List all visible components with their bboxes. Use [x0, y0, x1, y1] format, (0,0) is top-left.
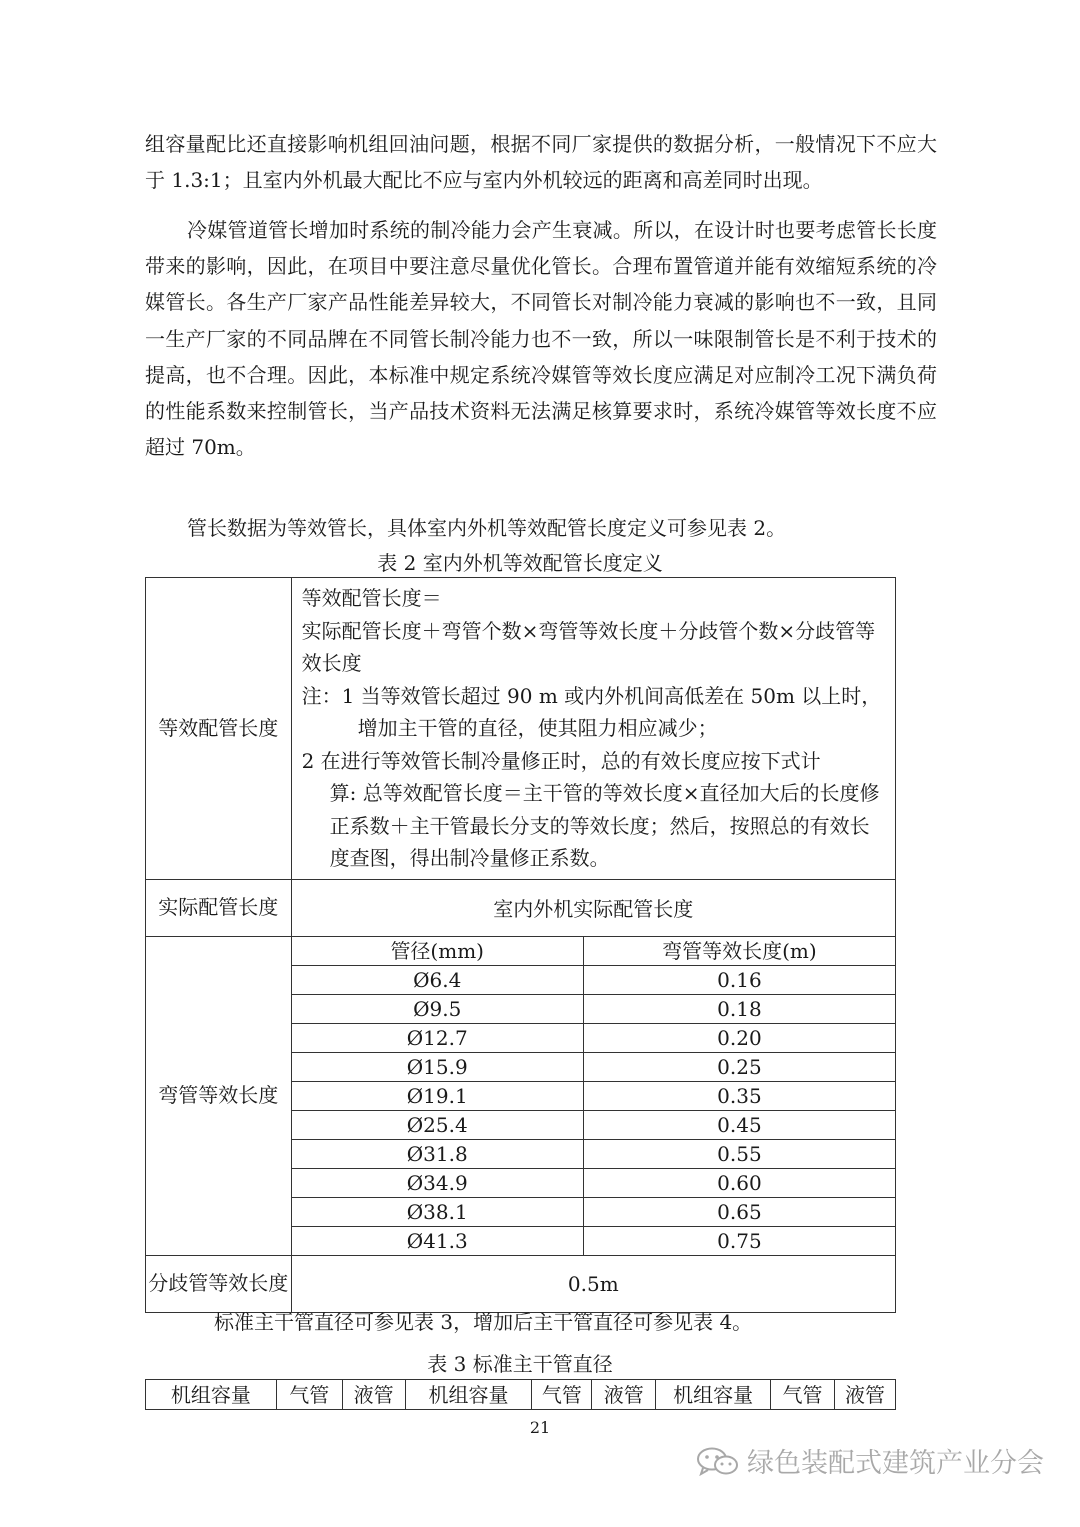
table3-header-cell: 气管: [276, 1380, 342, 1410]
table3-header-row: [146, 1380, 896, 1410]
page-number: 21: [529, 1418, 551, 1437]
watermark-text: 绿色装配式建筑产业分会: [747, 1448, 1044, 1479]
table3-header-cell: 机组容量: [146, 1380, 277, 1410]
table2-caption: 表 2 室内外机等效配管长度定义: [377, 551, 663, 575]
bend-length-cell: 0.60: [583, 1168, 895, 1197]
bend-length-cell: 0.35: [583, 1081, 895, 1110]
bend-diameter-cell: Ø19.1: [291, 1081, 583, 1110]
table3: [145, 1379, 896, 1410]
table2: [145, 577, 896, 1313]
bend-length-cell: 0.75: [583, 1226, 895, 1255]
table3-header-cell: 液管: [835, 1380, 896, 1410]
table2-label-equivalent: 等效配管长度: [146, 578, 292, 880]
table2-actual-value: 室内外机实际配管长度: [291, 879, 895, 936]
table3-header-cell: 气管: [532, 1380, 592, 1410]
table2-row-equivalent-length: [146, 578, 896, 880]
table3-header-cell: 机组容量: [656, 1380, 771, 1410]
paragraph-1: 组容量配比还直接影响机组回油问题，根据不同厂家提供的数据分析，一般情况下不应大于 1.3:1；且室内外机最大配比不应与室内外机较远的距离和高差同时出现。: [145, 132, 937, 193]
bend-diameter-cell: Ø9.5: [291, 994, 583, 1023]
table2-bend-header-row: [146, 936, 896, 965]
bend-length-cell: 0.55: [583, 1139, 895, 1168]
table-reference-text: 标准主干管直径可参见表 3，增加后主干管直径可参见表 4。: [214, 1310, 753, 1334]
bend-length-cell: 0.16: [583, 965, 895, 994]
table3-header-cell: 液管: [342, 1380, 405, 1410]
paragraph-3: 管长数据为等效管长，具体室内外机等效配管长度定义可参见表 2。: [187, 516, 787, 540]
note-1b: 增加主干管的直径，使其阻力相应减少；: [357, 716, 718, 740]
wechat-icon: [695, 1446, 739, 1476]
table3-header-cell: 机组容量: [405, 1380, 532, 1410]
watermark: [695, 1441, 1044, 1480]
table3-header-cell: 液管: [592, 1380, 656, 1410]
definition-line-2: 实际配管长度＋弯管个数×弯管等效长度＋分歧管个数×分歧管等效长度: [301, 618, 876, 675]
bend-col-length: 弯管等效长度(m): [583, 936, 895, 965]
bend-diameter-cell: Ø12.7: [291, 1023, 583, 1052]
note-1a: 注：1 当等效管长超过 90 m 或内外机间高低差在 50m 以上时，: [301, 683, 882, 708]
bend-length-cell: 0.45: [583, 1110, 895, 1139]
note-2b: 算: 总等效配管长度＝主干管的等效长度×直径加大后的长度修正系数＋主干管最长分支的等效长度；然后，按照总的有效长度查图，得出制冷量修正系数。: [329, 781, 880, 870]
table2-branch-value: 0.5m: [291, 1255, 895, 1312]
table2-label-branch: 分歧管等效长度: [146, 1255, 292, 1312]
definition-line-1: 等效配管长度＝: [301, 586, 442, 610]
table2-row-actual-length: [146, 879, 896, 936]
table2-label-bend: 弯管等效长度: [146, 936, 292, 1255]
bend-diameter-cell: Ø41.3: [291, 1226, 583, 1255]
bend-diameter-cell: Ø6.4: [291, 965, 583, 994]
bend-length-cell: 0.20: [583, 1023, 895, 1052]
table3-caption: 表 3 标准主干管直径: [427, 1352, 613, 1376]
bend-length-cell: 0.25: [583, 1052, 895, 1081]
bend-length-cell: 0.65: [583, 1197, 895, 1226]
bend-diameter-cell: Ø25.4: [291, 1110, 583, 1139]
bend-diameter-cell: Ø31.8: [291, 1139, 583, 1168]
bend-col-diameter: 管径(mm): [291, 936, 583, 965]
bend-diameter-cell: Ø38.1: [291, 1197, 583, 1226]
paragraph-2: 冷媒管道管长增加时系统的制冷能力会产生衰减。所以，在设计时也要考虑管长长度带来的影响，因此，在项目中要注意尽量优化管长。合理布置管道并能有效缩短系统的冷媒管长。各生产厂家产品性能差异较大，不同管长对制冷能力衰减的影响也不一致，且同一生产厂家的不同品牌在不同管长制冷能力也不一致，所以一味限制管长是不利于技术的提高，也不合理。因此，本标准中规定系统冷媒管等效长度应满足对应制冷工况下满负荷的性能系数来控制管长，当产品技术资料无法满足核算要求时，系统冷媒管等效长度不应超过 70m。: [145, 218, 937, 460]
note-2a: 2 在进行等效管长制冷量修正时，总的有效长度应按下式计: [301, 748, 821, 773]
table2-label-actual: 实际配管长度: [146, 879, 292, 936]
bend-diameter-cell: Ø34.9: [291, 1168, 583, 1197]
table2-definition-cell: [291, 578, 895, 880]
table3-header-cell: 气管: [771, 1380, 835, 1410]
bend-length-cell: 0.18: [583, 994, 895, 1023]
table2-row-branch: [146, 1255, 896, 1312]
bend-diameter-cell: Ø15.9: [291, 1052, 583, 1081]
